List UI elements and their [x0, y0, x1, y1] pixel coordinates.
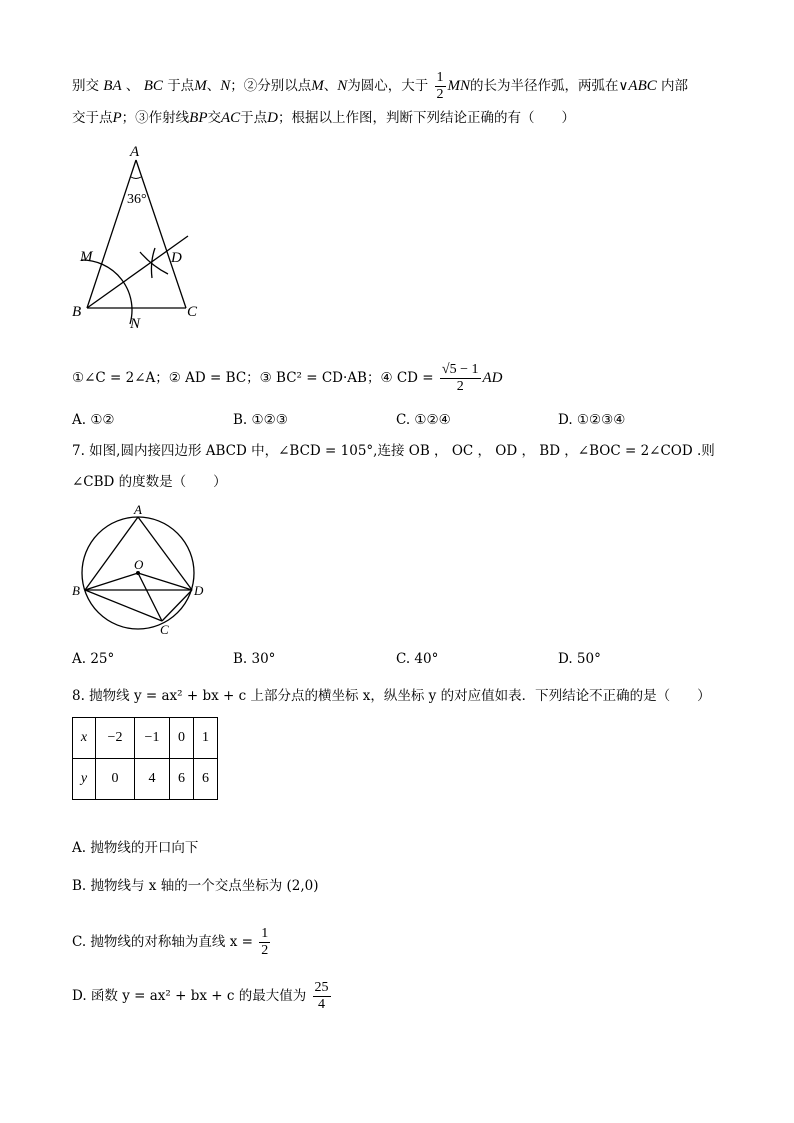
label-d: D	[171, 250, 182, 266]
label-c: C	[160, 622, 169, 637]
q7-option-a[interactable]: A. 25°	[72, 651, 115, 667]
segment-od	[138, 573, 192, 590]
q6-text: 交于点	[72, 110, 113, 126]
q6-text: 、	[206, 78, 221, 94]
fraction-one-half: $\frac{1}{2}$	[261, 926, 269, 958]
q6-math: M	[311, 78, 324, 94]
q6-text: 于点	[167, 78, 195, 94]
table-cell: y	[73, 759, 96, 800]
q6-text: 为圆心，大于	[347, 78, 429, 94]
q6-text: ；③作射线	[121, 110, 190, 126]
table-row	[73, 718, 218, 759]
q6-math: AC	[221, 110, 241, 126]
q6-statements	[72, 362, 503, 395]
q6-math: BC	[143, 78, 163, 94]
q6-math: D	[267, 110, 279, 126]
label-b: B	[72, 304, 82, 320]
side-bc	[85, 590, 162, 621]
q6-math: MN	[447, 78, 471, 94]
label-b: B	[72, 583, 80, 598]
label-c: C	[187, 304, 198, 320]
side-ab	[85, 517, 138, 590]
arc-mn	[81, 260, 132, 324]
arc-p-1	[140, 252, 168, 274]
q6-text: 的长为半径作弧，两弧在	[470, 78, 619, 94]
table-cell: −2	[96, 718, 135, 759]
q6-option-b[interactable]: B. ①②③	[233, 412, 288, 428]
q7-circle-figure	[66, 500, 216, 640]
q6-option-d[interactable]: D. ①②③④	[558, 412, 626, 428]
q7-option-b[interactable]: B. 30°	[233, 651, 276, 667]
q6-text: 于点	[240, 110, 268, 126]
label-m: M	[80, 249, 93, 265]
table-cell: 0	[96, 759, 135, 800]
q7-option-d[interactable]: D. 50°	[558, 651, 601, 667]
q8-option-a[interactable]: A. 抛物线的开口向下	[72, 840, 199, 856]
table-cell: 0	[170, 718, 194, 759]
label-d: D	[194, 583, 204, 598]
q7-option-c[interactable]: C. 40°	[396, 651, 439, 667]
side-ab	[87, 160, 136, 308]
side-cd	[162, 590, 192, 621]
q7-text-line-2: ∠CBD 的度数是（ ）	[72, 474, 227, 490]
side-ac	[136, 160, 186, 308]
option-text: D. 函数 y = ax² + bx + c 的最大值为	[72, 988, 307, 1004]
q6-option-c[interactable]: C. ①②④	[396, 412, 451, 428]
q6-option-a[interactable]: A. ①②	[72, 412, 115, 428]
table-cell: x	[73, 718, 96, 759]
side-ad	[138, 517, 192, 590]
q8-option-d[interactable]	[72, 980, 333, 1013]
label-a: A	[130, 144, 140, 160]
q6-math: N	[337, 78, 348, 94]
q6-symbol: ∨	[618, 78, 629, 94]
table-cell: 6	[194, 759, 218, 800]
q8-value-table	[72, 717, 218, 800]
ray-bp	[87, 236, 188, 308]
q6-text: 交	[207, 110, 221, 126]
q6-math: BA	[103, 78, 122, 94]
arc-p-2	[151, 248, 155, 278]
q7-text-line-1: 7. 如图,圆内接四边形 ABCD 中，∠BCD = 105°,连接 OB ， OC ， OD ， BD ，∠BOC = 2∠COD .则	[72, 443, 715, 459]
fraction-max-value: $\frac{25}{4}$	[314, 980, 329, 1012]
label-angle-36: 36°	[127, 192, 147, 207]
q6-text: 、	[323, 78, 338, 94]
segment-oc	[138, 573, 162, 621]
q6-text: ；②分别以点	[230, 78, 312, 94]
table-cell: 6	[170, 759, 194, 800]
segment-ob	[85, 573, 138, 590]
q6-triangle-figure	[60, 140, 240, 335]
label-n: N	[130, 316, 141, 332]
statement-text: ①∠C = 2∠A；② AD = BC；③ BC² = CD·AB；④ CD =	[72, 370, 434, 386]
q6-math: N	[220, 78, 231, 94]
fraction-golden: $\frac{√5 - 1}{2}$	[441, 362, 479, 394]
label-o: O	[134, 557, 144, 572]
table-cell: 1	[194, 718, 218, 759]
angle-a-arc	[131, 177, 141, 179]
q8-option-b[interactable]: B. 抛物线与 x 轴的一个交点坐标为 (2,0)	[72, 878, 319, 894]
table-row	[73, 759, 218, 800]
option-text: C. 抛物线的对称轴为直线 x =	[72, 934, 253, 950]
table-cell: 4	[135, 759, 170, 800]
q6-text-line-2	[72, 108, 575, 128]
table-cell: −1	[135, 718, 170, 759]
q8-text-line-1: 8. 抛物线 y = ax² + bx + c 上部分点的横坐标 x，纵坐标 y 的对应值如表．下列结论不正确的是（ ）	[72, 688, 711, 704]
q8-option-c[interactable]	[72, 926, 272, 959]
fraction-one-half: $\frac{1}{2}$	[436, 70, 444, 102]
q6-text: ；根据以上作图，判断下列结论正确的有（ ）	[278, 110, 576, 126]
statement-text: AD	[482, 370, 503, 386]
q6-text-line-1	[72, 70, 688, 103]
q6-math: ABC	[628, 78, 657, 94]
q6-math: BP	[189, 110, 208, 126]
label-a: A	[134, 502, 142, 517]
q6-text: 、	[125, 78, 140, 94]
q6-text: 别交	[72, 78, 99, 94]
q6-math: P	[112, 110, 122, 126]
q6-math: M	[194, 78, 207, 94]
q6-text: 内部	[661, 78, 689, 94]
